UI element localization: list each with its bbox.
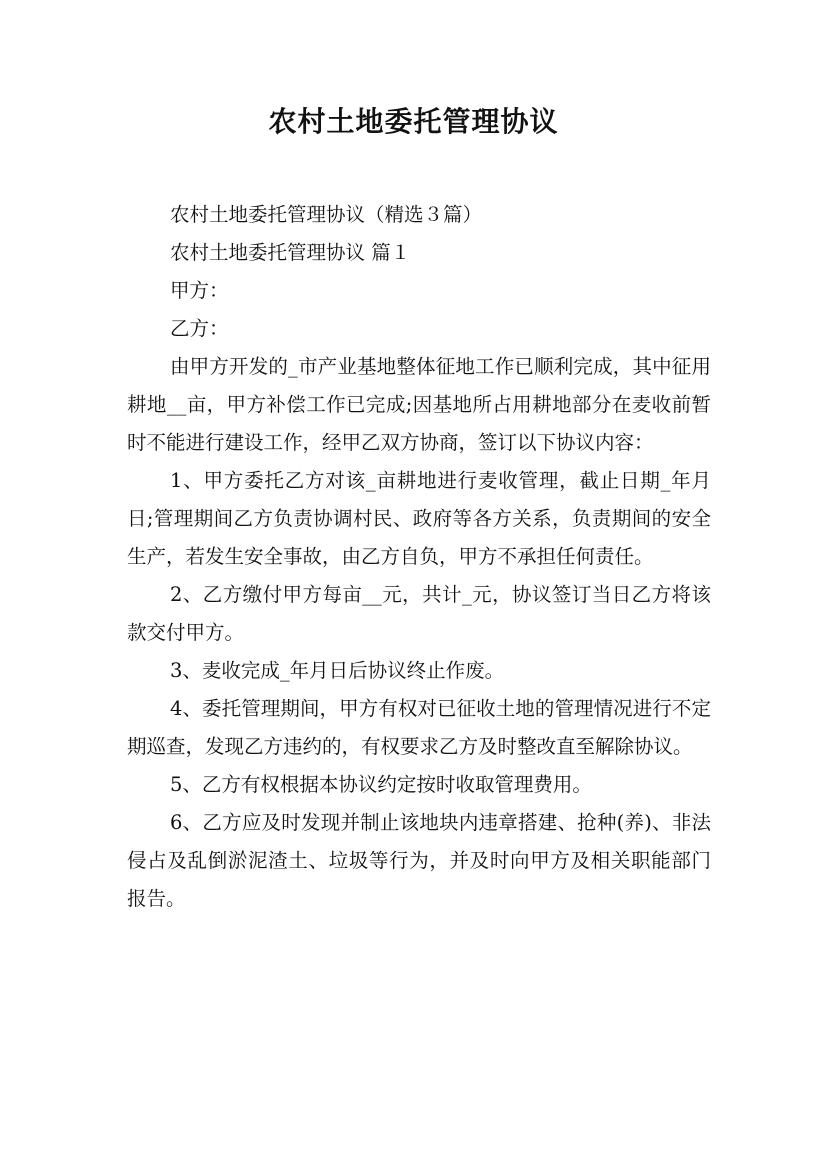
clause-2: 2、乙方缴付甲方每亩__元，共计_元，协议签订当日乙方将该款交付甲方。	[127, 583, 711, 644]
clause-6: 6、乙方应及时发现并制止该地块内违章搭建、抢种(养)、非法侵占及乱倒淤泥渣土、垃圾等行为，并及时向甲方及相关职能部门报告。	[127, 811, 711, 910]
clause-4: 4、委托管理期间，甲方有权对已征收土地的管理情况进行不定期巡查，发现乙方违约的，有权要求乙方及时整改直至解除协议。	[127, 697, 711, 758]
intro-paragraph: 由甲方开发的_市产业基地整体征地工作已顺利完成，其中征用耕地__亩，甲方补偿工作已完成;因基地所占用耕地部分在麦收前暂时不能进行建设工作，经甲乙双方协商，签订以下协议内容：	[127, 355, 711, 454]
document-subtitle: 农村土地委托管理协议（精选３篇）	[170, 203, 483, 226]
clause-5: 5、乙方有权根据本协议约定按时收取管理费用。	[170, 773, 592, 796]
document-body	[127, 196, 711, 918]
party-b-label: 乙方：	[170, 317, 229, 340]
clause-3: 3、麦收完成_年月日后协议终止作废。	[170, 659, 505, 682]
clause-1: 1、甲方委托乙方对该_亩耕地进行麦收管理，截止日期_年月日;管理期间乙方负责协调村民、政府等各方关系，负责期间的安全生产，若发生安全事故，由乙方自负，甲方不承担任何责任。	[127, 469, 711, 568]
section-heading: 农村土地委托管理协议 篇１	[170, 241, 411, 264]
party-a-label: 甲方：	[170, 279, 229, 302]
document-title: 农村土地委托管理协议	[268, 105, 559, 138]
